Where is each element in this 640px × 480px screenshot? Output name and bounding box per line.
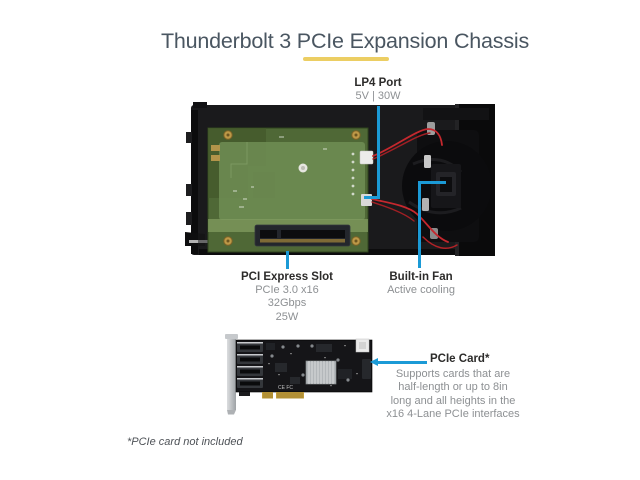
pcie-card-desc-3: long and all heights in the bbox=[390, 394, 516, 407]
callout-line-lp4 bbox=[377, 106, 380, 199]
card-edge-connector bbox=[239, 392, 304, 399]
title-underline-accent bbox=[303, 57, 389, 61]
chassis-pcb bbox=[208, 128, 373, 252]
pci-slot-spec-3: 25W bbox=[275, 310, 299, 323]
pci-slot-label: PCI Express Slot bbox=[240, 271, 334, 283]
pcie-card-desc-4: x16 4-Lane PCIe interfaces bbox=[386, 408, 520, 421]
callout-pcie-card bbox=[386, 353, 520, 422]
card-heatsink bbox=[306, 361, 336, 384]
lp4-port-sub: 5V | 30W bbox=[355, 90, 401, 102]
pcie-x16-slot bbox=[255, 225, 350, 246]
callout-line-fan-horizontal bbox=[418, 181, 446, 184]
page-title: Thunderbolt 3 PCIe Expansion Chassis bbox=[160, 29, 530, 53]
card-pcb bbox=[236, 339, 372, 399]
fan-label: Built-in Fan bbox=[389, 271, 453, 283]
callout-line-pci-slot bbox=[286, 251, 289, 269]
lp4-port-label: LP4 Port bbox=[354, 77, 402, 89]
pcb-power-connector bbox=[360, 151, 373, 164]
pcie-card-photo bbox=[220, 333, 380, 415]
callout-pci-express-slot bbox=[241, 271, 333, 324]
pcie-card-desc-2: half-length or up to 8in bbox=[398, 381, 508, 394]
chassis-photo bbox=[183, 102, 495, 258]
pci-slot-spec-1: PCIe 3.0 x16 bbox=[255, 284, 319, 296]
footnote: *PCIe card not included bbox=[127, 436, 243, 448]
callout-line-fan bbox=[418, 181, 421, 268]
callout-line-lp4-stub bbox=[364, 196, 378, 199]
pcie-card-desc-1: Supports cards that are bbox=[395, 368, 511, 380]
callout-built-in-fan bbox=[387, 271, 455, 297]
pcie-card-label: PCIe Card* bbox=[430, 353, 490, 365]
pci-slot-spec-2: 32Gbps bbox=[267, 297, 307, 310]
fan-sub: Active cooling bbox=[387, 284, 455, 296]
card-regulatory-markings: CE FC bbox=[278, 385, 293, 391]
callout-lp4-port bbox=[354, 77, 401, 103]
